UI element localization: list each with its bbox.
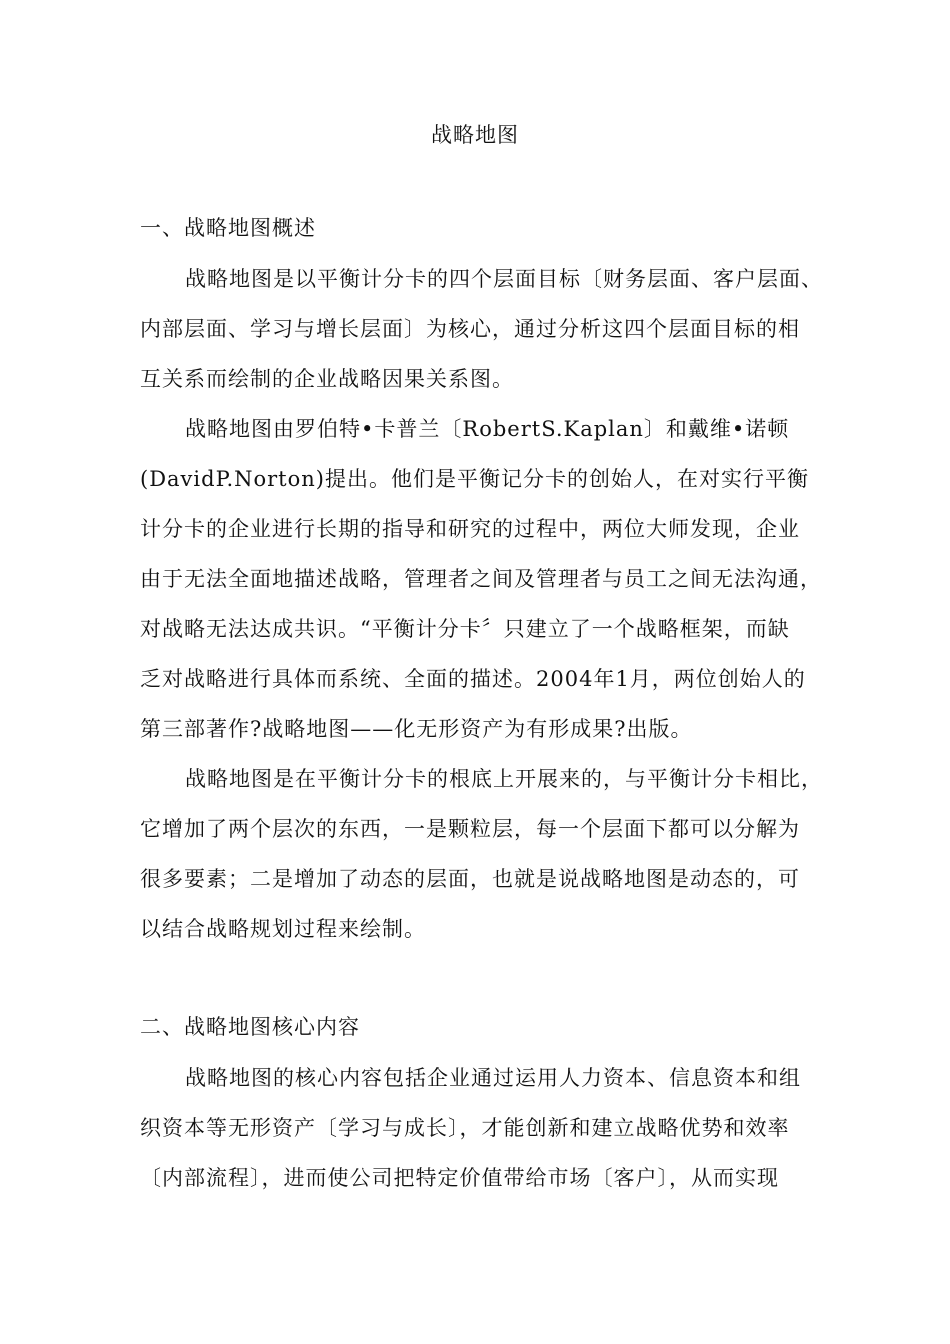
section-heading-core-content: 二、战略地图核心内容	[140, 1015, 360, 1039]
text-line: 织资本等无形资产〔学习与成长〕，才能创新和建立战略优势和效率	[140, 1116, 790, 1140]
text-line: 第三部著作?战略地图——化无形资产为有形成果?出版。	[140, 717, 693, 741]
text-line: 它增加了两个层次的东西，一是颗粒层，每一个层面下都可以分解为	[140, 817, 800, 841]
text-line: 以结合战略规划过程来绘制。	[140, 917, 426, 941]
text-line: 战略地图是以平衡计分卡的四个层面目标〔财务层面、客户层面、	[185, 267, 823, 291]
text-line: 〔内部流程〕，进而使公司把特定价值带给市场〔客户〕，从而实现	[140, 1166, 779, 1190]
text-line: 很多要素；二是增加了动态的层面，也就是说战略地图是动态的，可	[140, 867, 800, 891]
text-line: (DavidP.Norton)提出。他们是平衡记分卡的创始人，在对实行平衡	[140, 467, 809, 491]
text-line: 内部层面、学习与增长层面〕为核心，通过分析这四个层面目标的相	[140, 317, 800, 341]
document-title: 战略地图	[431, 123, 519, 147]
paragraph-core-content	[140, 1053, 840, 1203]
text-line: 对战略无法达成共识。“平衡计分卡〞只建立了一个战略框架，而缺	[140, 617, 790, 641]
paragraph-comparison	[140, 754, 840, 954]
text-line: 战略地图由罗伯特•卡普兰〔RobertS.Kaplan〕和戴维•诺顿	[185, 417, 790, 441]
text-line: 战略地图的核心内容包括企业通过运用人力资本、信息资本和组	[185, 1066, 801, 1090]
text-line: 计分卡的企业进行长期的指导和研究的过程中，两位大师发现，企业	[140, 517, 800, 541]
paragraph-definition	[140, 254, 840, 404]
text-line: 由于无法全面地描述战略，管理者之间及管理者与员工之间无法沟通，	[140, 567, 822, 591]
section-heading-overview: 一、战略地图概述	[140, 216, 316, 240]
text-line: 互关系而绘制的企业战略因果关系图。	[140, 367, 514, 391]
text-line: 战略地图是在平衡计分卡的根底上开展来的，与平衡计分卡相比，	[185, 767, 823, 791]
paragraph-origin	[140, 404, 840, 754]
text-line: 乏对战略进行具体而系统、全面的描述。2004年1月，两位创始人的	[140, 667, 806, 691]
